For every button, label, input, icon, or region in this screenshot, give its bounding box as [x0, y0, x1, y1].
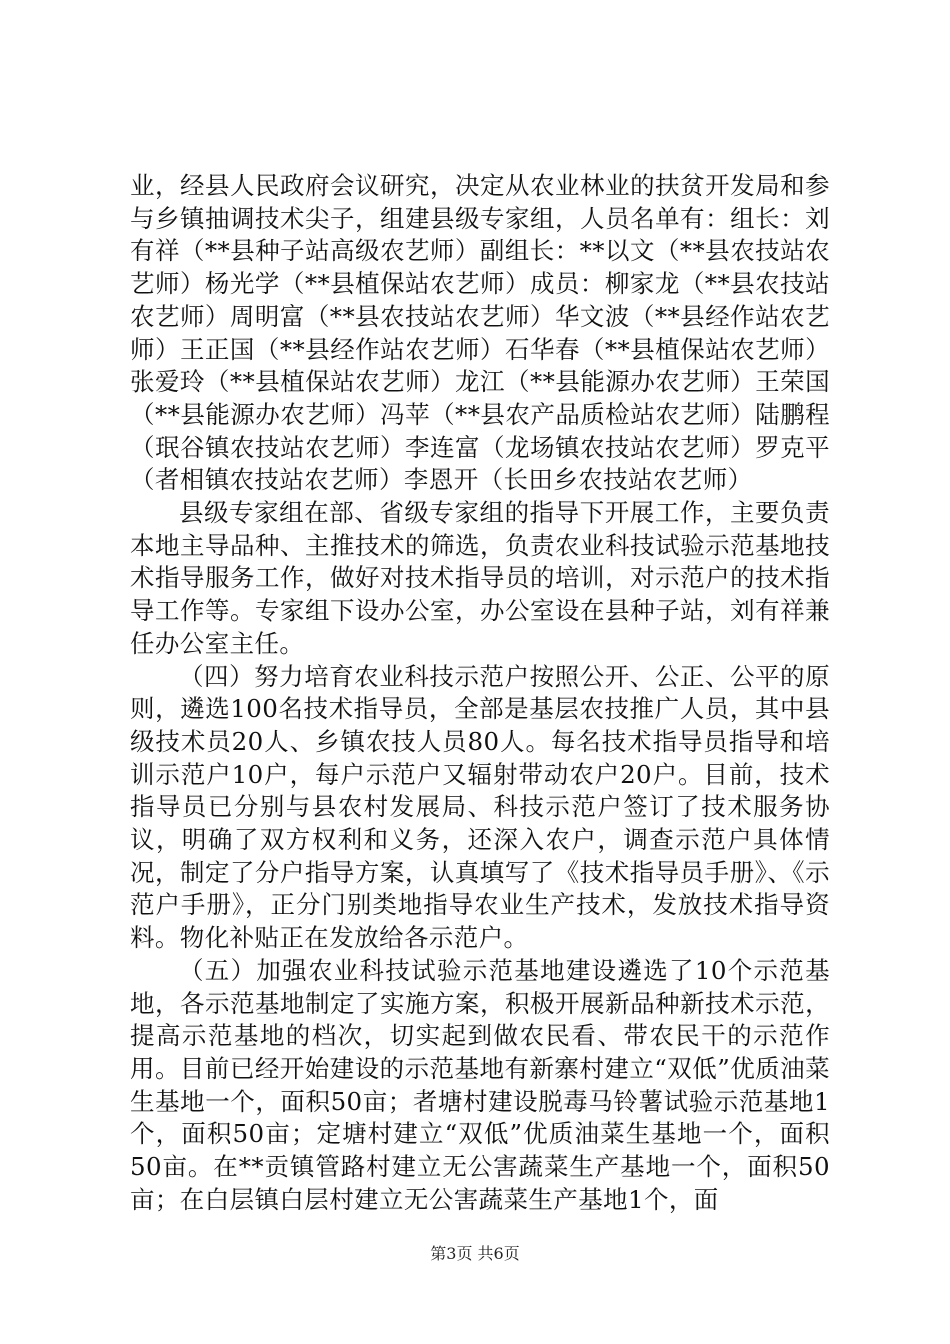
page-number-footer: 第3页 共6页: [430, 1244, 520, 1263]
paragraph-expert-group-list: 业，经县人民政府会议研究，决定从农业林业的扶贫开发局和参与乡镇抽调技术尖子，组建县级专家组，人员名单有：组长：刘有祥（**县种子站高级农艺师）副组长：**以文（**县农技站农艺师）杨光学（**县植保站农艺师）成员：柳家龙（**县农技站农艺师）周明富（**县农技站农艺师）华文波（**县经作站农艺师）王正国（**县经作站农艺师）石华春（**县植保站农艺师）张爱玲（**县植保站农艺师）龙江（**县能源办农艺师）王荣国（**县能源办农艺师）冯苹（**县农产品质检站农艺师）陆鹏程（珉谷镇农技站农艺师）李连富（龙场镇农技站农艺师）罗克平（者相镇农技站农艺师）李恩开（长田乡农技站农艺师）: [130, 171, 830, 495]
paragraph-expert-group-duties: 县级专家组在部、省级专家组的指导下开展工作，主要负责本地主导品种、主推技术的筛选，负责农业科技试验示范基地技术指导服务工作，做好对技术指导员的培训，对示范户的技术指导工作等。专家组下设办公室，办公室设在县种子站，刘有祥兼任办公室主任。: [130, 498, 830, 658]
paragraph-demonstration-bases: （五）加强农业科技试验示范基地建设遴选了10个示范基地，各示范基地制定了实施方案，积极开展新品种新技术示范，提高示范基地的档次，切实起到做农民看、带农民干的示范作用。目前已经开始建设的示范基地有新寨村建立“双低”优质油菜生基地一个，面积50亩；者塘村建设脱毒马铃薯试验示范基地1个，面积50亩；定塘村建立“双低”优质油菜生基地一个，面积50亩。在**贡镇管路村建立无公害蔬菜生产基地一个，面积50亩；在白层镇白层村建立无公害蔬菜生产基地1个，面: [130, 955, 830, 1214]
document-body: [130, 170, 830, 1217]
paragraph-demonstration-households: （四）努力培育农业科技示范户按照公开、公正、公平的原则，遴选100名技术指导员，全部是基层农技推广人员，其中县级技术员20人、乡镇农技人员80人。每名技术指导员指导和培训示范户10户，每户示范户又辐射带动农户20户。目前，技术指导员已分别与县农村发展局、科技示范户签订了技术服务协议，明确了双方权利和义务，还深入农户，调查示范户具体情况，制定了分户指导方案，认真填写了《技术指导员手册》、《示范户手册》，正分门别类地指导农业生产技术，发放技术指导资料。物化补贴正在发放给各示范户。: [130, 661, 830, 953]
